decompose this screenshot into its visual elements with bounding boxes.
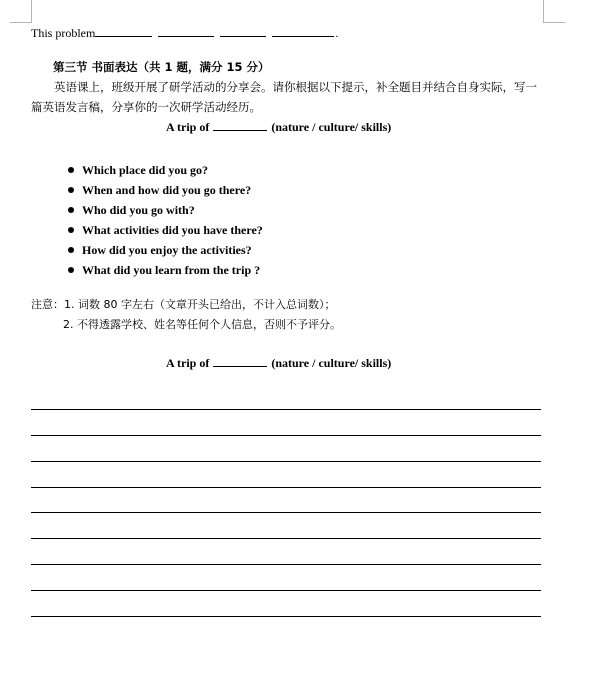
prompt-text: When and how did you go there? (82, 183, 252, 197)
prompt-text: Which place did you go? (82, 163, 209, 177)
crop-mark-top-left-h (10, 22, 32, 23)
essay-title-suffix: (nature / culture/ skills) (271, 120, 392, 134)
answer-blank[interactable] (272, 24, 334, 37)
answer-blank[interactable] (220, 24, 266, 37)
problem-line-prefix: This problem (31, 26, 96, 40)
section-heading: 第三节 书面表达（共 1 题，满分 15 分） (53, 60, 270, 74)
crop-mark-top-right-h (543, 22, 565, 23)
bullet-icon (68, 247, 74, 253)
writing-line[interactable] (31, 409, 541, 410)
bullet-icon (68, 187, 74, 193)
prompt-text: How did you enjoy the activities? (82, 243, 252, 257)
writing-line[interactable] (31, 590, 541, 591)
writing-line[interactable] (31, 538, 541, 539)
list-item (68, 180, 263, 200)
prompt-text: Who did you go with? (82, 203, 195, 217)
bullet-icon (68, 227, 74, 233)
list-item (68, 160, 263, 180)
notes-label: 注意： (31, 298, 64, 311)
prompt-text: What activities did you have there? (82, 223, 263, 237)
instruction-line-2: 篇英语发言稿，分享你的一次研学活动经历。 (31, 100, 261, 114)
bullet-icon (68, 207, 74, 213)
instruction-line-1: 英语课上，班级开展了研学活动的分享会。请你根据以下提示，补全题目并结合自身实际，写一 (54, 80, 537, 94)
writing-line[interactable] (31, 616, 541, 617)
writing-line[interactable] (31, 487, 541, 488)
bullet-icon (68, 167, 74, 173)
essay-title (166, 119, 391, 135)
list-item (68, 220, 263, 240)
list-item (68, 240, 263, 260)
problem-line (31, 24, 338, 41)
title-blank[interactable] (213, 119, 267, 131)
writing-line[interactable] (31, 564, 541, 565)
notes-item-2: 2. 不得透露学校、姓名等任何个人信息，否则不予评分。 (63, 318, 341, 331)
answer-title-blank[interactable] (213, 355, 267, 367)
writing-line[interactable] (31, 461, 541, 462)
writing-line[interactable] (31, 512, 541, 513)
writing-line[interactable] (31, 435, 541, 436)
answer-title-prefix: A trip of (166, 356, 210, 370)
bullet-icon (68, 267, 74, 273)
notes-line-1 (31, 296, 335, 312)
prompt-text: What did you learn from the trip ? (82, 263, 261, 277)
answer-blank[interactable] (95, 24, 152, 37)
crop-mark-top-right-v (543, 0, 544, 22)
prompt-list (68, 160, 263, 280)
answer-blank[interactable] (158, 24, 214, 37)
list-item (68, 260, 263, 280)
list-item (68, 200, 263, 220)
answer-title (166, 355, 391, 371)
notes-item-1: 1. 词数 80 字左右（文章开头已给出，不计入总词数）； (64, 298, 336, 311)
crop-mark-top-left-v (31, 0, 32, 22)
essay-title-prefix: A trip of (166, 120, 210, 134)
problem-line-suffix: . (335, 26, 339, 40)
answer-title-suffix: (nature / culture/ skills) (271, 356, 392, 370)
